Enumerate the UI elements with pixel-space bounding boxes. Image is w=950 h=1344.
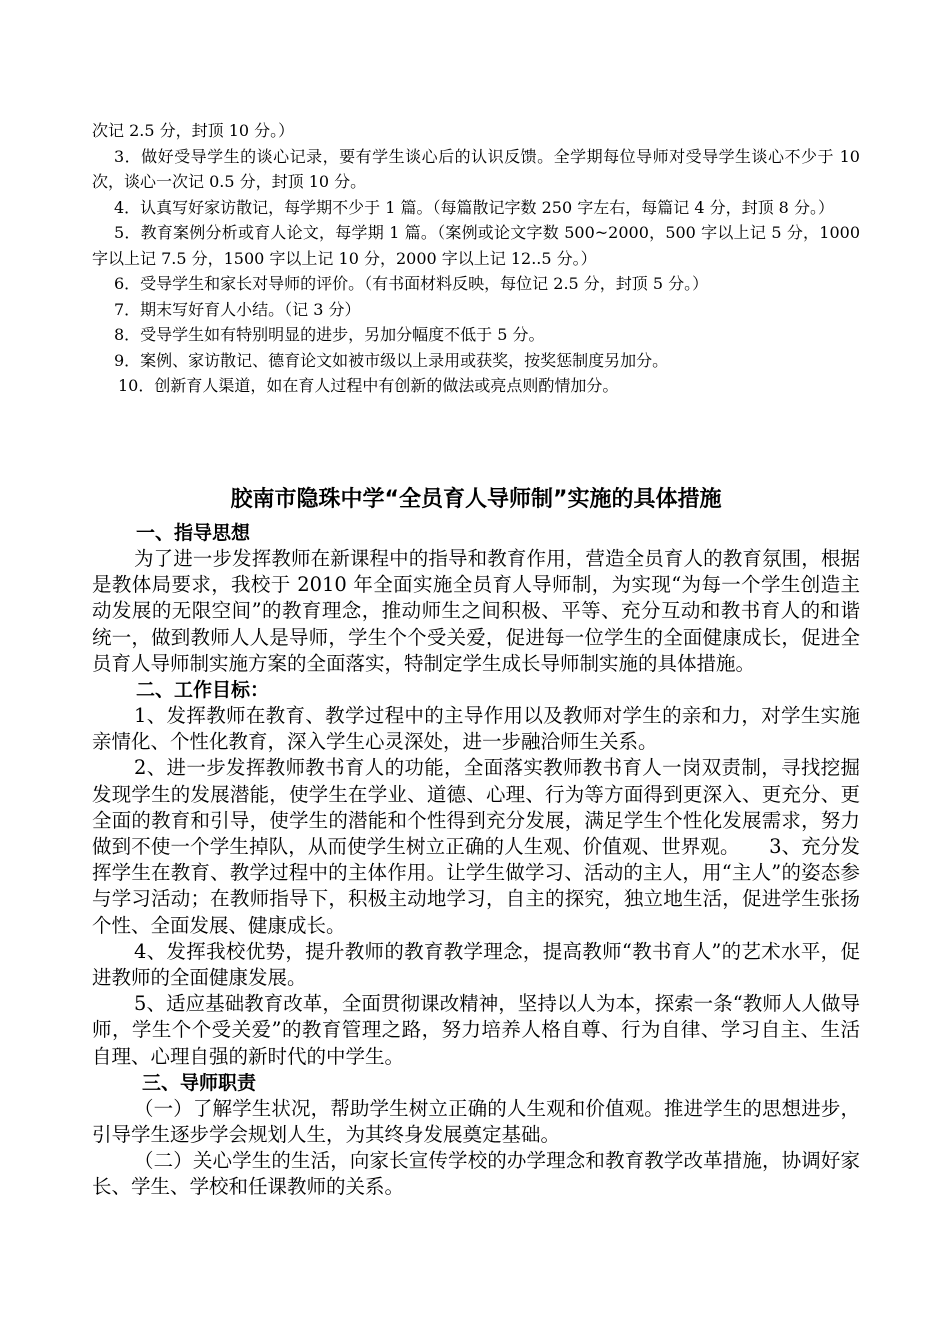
goal-item-2-3: 2、进一步发挥教师教书育人的功能，全面落实教师教书育人一岗双责制，寻找挖掘发现学生的发展潜能，使学生在学业、道德、心理、行为等方面得到更深入、更充分、更全面的教育和引导，使学生的潜能和个性得到充分发展，满足学生个性化发展需求，努力做到不使一个学生掉队，从而使学生树立正确的人生观、价值观、世界观。 3、充分发挥学生在教育、教学过程中的主体作用。让学生做学习、活动的主人，用“主人”的姿态参与学习活动；在教师指导下，积极主动地学习，自主的探究，独立地生活，促进学生张扬个性、全面发展、健康成长。 — [92, 756, 860, 937]
main-content — [92, 520, 860, 1201]
duty-item-2: （二）关心学生的生活，向家长宣传学校的办学理念和教育教学改革措施，协调好家长、学生、学校和任课教师的关系。 — [92, 1149, 860, 1199]
rule-item-5 — [92, 220, 860, 271]
rule-item-6: 6．受导学生和家长对导师的评价。（有书面材料反映，每位记 2.5 分，封顶 5 分。） — [114, 274, 709, 293]
goal-item-5: 5、适应基础教育改革，全面贯彻课改精神，坚持以人为本，探索一条“教师人人做导师，学生个个受关爱”的教育管理之路，努力培养人格自尊、行为自律、学习自主、生活自理、心理自强的新时代的中学生。 — [92, 992, 860, 1068]
rule-item-8: 8．受导学生如有特别明显的进步，另加分幅度不低于 5 分。 — [114, 325, 545, 344]
section-heading-work-goals: 二、工作目标： — [136, 679, 270, 702]
rule-item-10: 10．创新育人渠道，如在育人过程中有创新的做法或亮点则酌情加分。 — [118, 376, 619, 395]
rule-item-4-text: 4．认真写好家访散记，每学期不少于 1 篇。（每篇散记字数 250 字左右，每篇记 4 分，封顶 8 分。） — [114, 197, 834, 217]
document-title: 胶南市隐珠中学“全员育人导师制”实施的具体措施 — [230, 487, 722, 512]
duty-item-1: （一）了解学生状况，帮助学生树立正确的人生观和价值观。推进学生的思想进步，引导学生逐步学会规划人生，为其终身发展奠定基础。 — [92, 1096, 860, 1147]
section-heading-guiding-thought: 一、指导思想 — [136, 522, 251, 544]
rule-continuation: 次记 2.5 分，封顶 10 分。） — [92, 121, 295, 140]
rule-item-3 — [92, 144, 860, 195]
rule-item-3-text: 3．做好受导学生的谈心记录，要有学生谈心后的认识反馈。全学期每位导师对受导学生谈心不少于 10 次，谈心一次记 0.5 分，封顶 10 分。 — [92, 146, 860, 191]
rule-item-7: 7．期末写好育人小结。（记 3 分） — [114, 299, 361, 319]
section-heading-mentor-duties: 三、导师职责 — [142, 1071, 257, 1094]
rule-item-9: 9．案例、家访散记、德育论文如被市级以上录用或获奖，按奖惩制度另加分。 — [114, 350, 669, 370]
goal-item-4: 4、发挥我校优势，提升教师的教育教学理念，提高教师“教书育人”的艺术水平，促进教师的全面健康发展。 — [92, 939, 860, 990]
rule-item-5-text: 5．教育案例分析或育人论文，每学期 1 篇。（案例或论文字数 500~2000，500 字以上记 5 分，1000 字以上记 7.5 分，1500 字以上记 10 分，2000 字以上记 12..5 分。） — [92, 223, 860, 268]
scoring-rules-list — [92, 118, 860, 399]
goal-item-1: 1、发挥教师在教育、教学过程中的主导作用以及教师对学生的亲和力，对学生实施亲情化、个性化教育，深入学生心灵深处，进一步融洽师生关系。 — [92, 704, 860, 754]
guiding-thought-paragraph: 为了进一步发挥教师在新课程中的指导和教育作用，营造全员育人的教育氛围，根据是教体局要求，我校于 2010 年全面实施全员育人导师制，为实现“为每一个学生创造主动发展的无限空间”的教育理念，推动师生之间积极、平等、充分互动和教书育人的和谐统一，做到教师人人是导师，学生个个受关爱，促进每一位学生的全面健康成长，促进全员育人导师制实施方案的全面落实，特制定学生成长导师制实施的具体措施。 — [92, 547, 860, 675]
rule-item-4 — [92, 195, 860, 221]
